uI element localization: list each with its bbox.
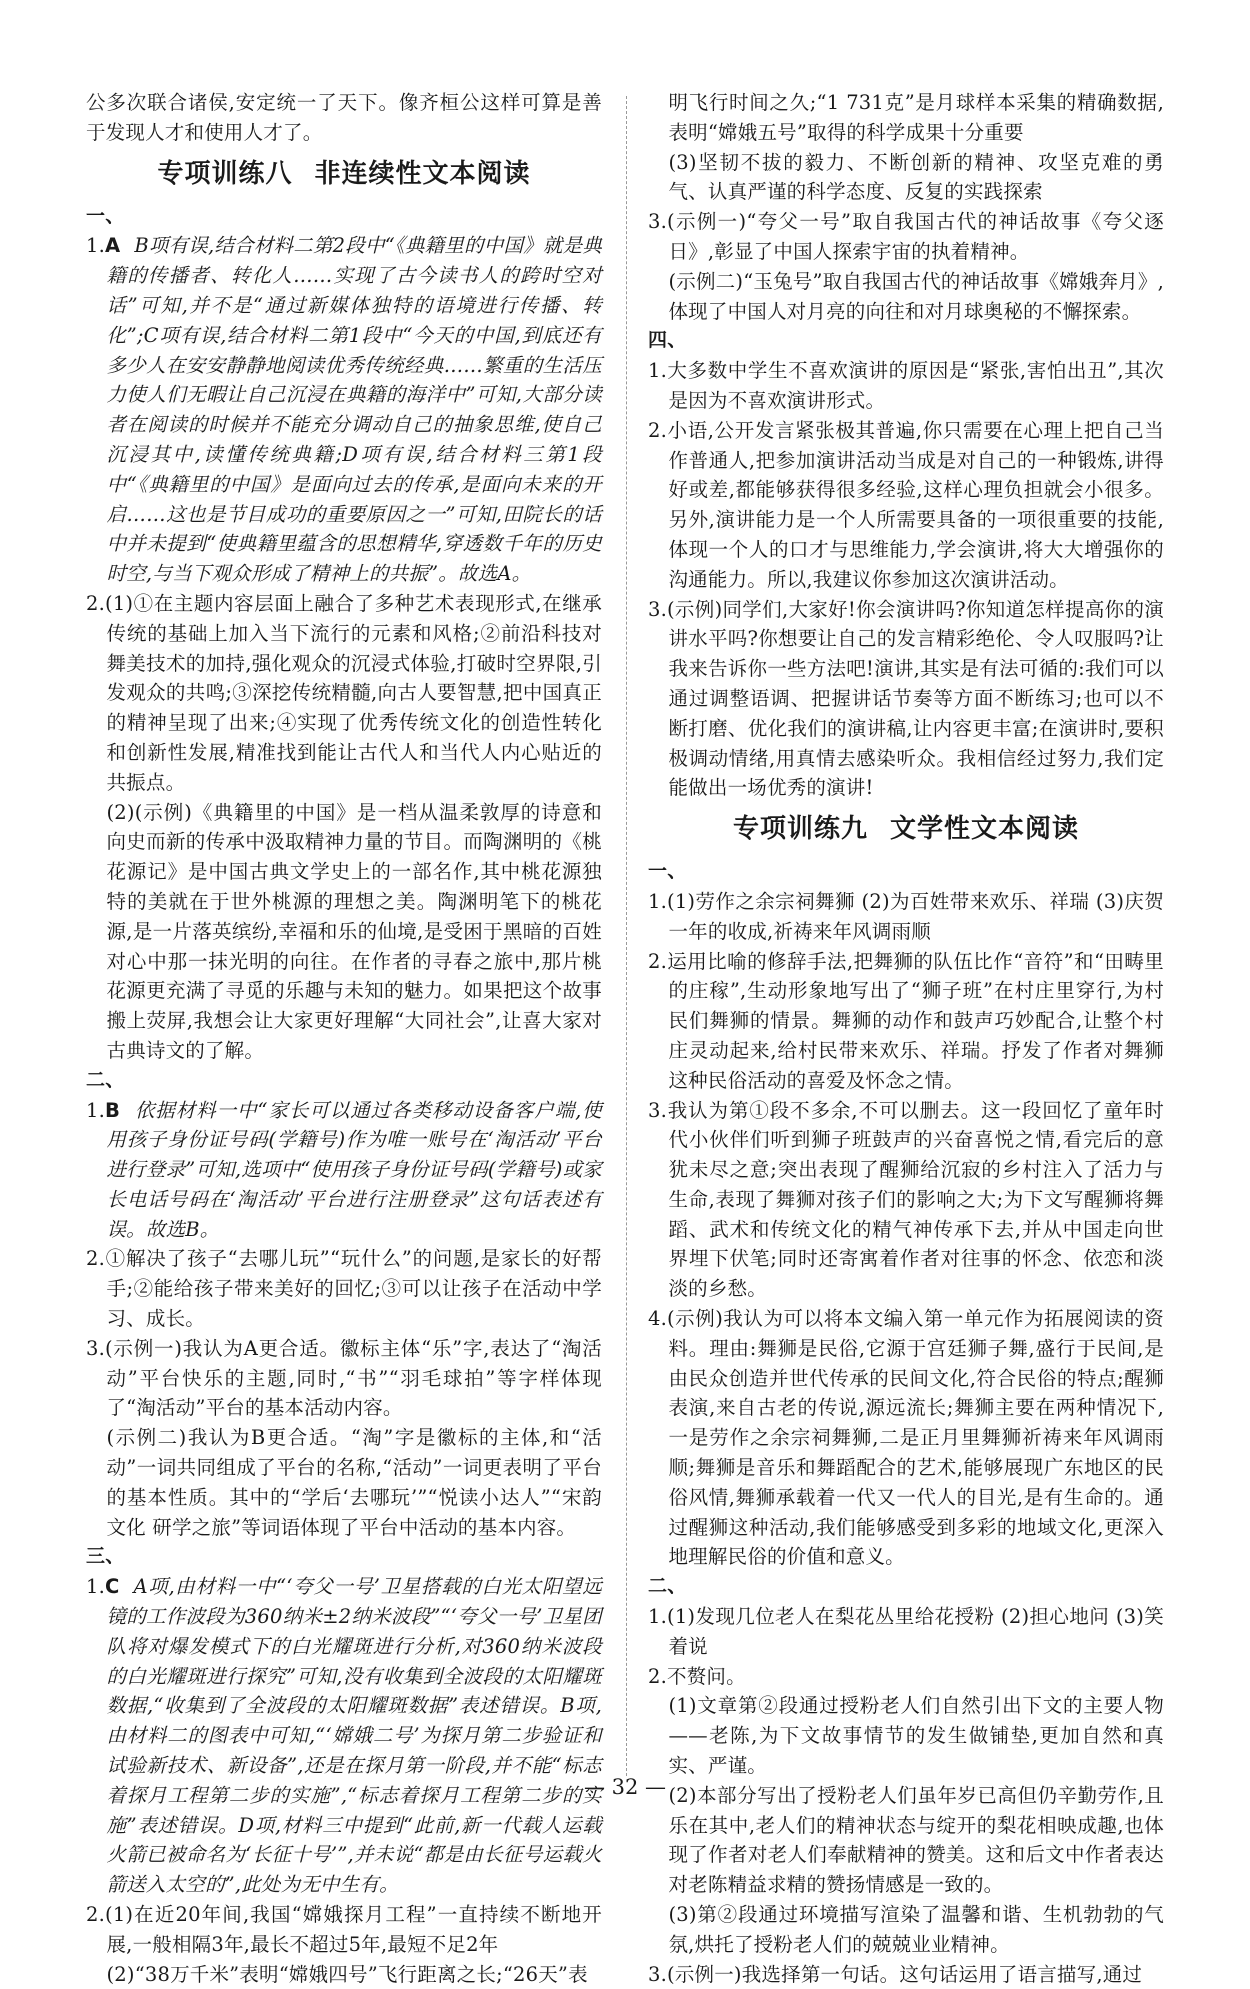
question-f1: 1.(1)发现几位老人在梨花丛里给花授粉 (2)担心地问 (3)笑着说 [648, 1605, 1164, 1658]
question-f2-part-2: (2)本部分写出了授粉老人们虽年岁已高但仍辛勤劳作,且乐在其中,老人们的精神状态与绽开的梨花相映成趣,也体现了作者对老人们奉献精神的赞美。这和后文中作者表达对老陈精益求精的赞扬情感是一致的。 [668, 1783, 1164, 1897]
question-number: 1. [86, 1575, 106, 1599]
question-c3-example-1: 3.(示例一)“夸父一号”取自我国古代的神话故事《夸父逐日》,彰显了中国人探索宇宙的执着精神。 [648, 210, 1164, 263]
question-c2-part-2: (2)“38万千米”表明“嫦娥四号”飞行距离之长;“26天”表 [106, 1962, 588, 1986]
answer-text: 依据材料一中“家长可以通过各类移动设备客户端,使用孩子身份证号码(学籍号)作为唯一账号在‘淘活动’平台进行登录”可知,选项中“使用孩子身份证号码(学籍号)或家长电话号码在‘淘活动’平台进行注册登录”这句话表述有误。故选B。 [106, 1098, 602, 1241]
question-b3-example-1: 3.(示例一)我认为A更合适。徽标主体“乐”字,表达了“淘活动”平台快乐的主题,同时,“书”“羽毛球拍”等字样体现了“淘活动”平台的基本活动内容。 [86, 1336, 602, 1420]
question-number: 1. [86, 1098, 106, 1122]
answer-text: B项有误,结合材料二第2段中“《典籍里的中国》就是典籍的传播者、转化人……实现了古今读书人的跨时空对话”可知,并不是“通过新媒体独特的语境进行传播、转化”;C项有误,结合材料二第1段中“今天的中国,到底还有多少人在安安静静地阅读优秀传统经典……繁重的生活压力使人们无暇让自己沉浸在典籍的海洋中”可知,大部分读者在阅读的时候并不能充分调动自己的抽象思维,使自己沉浸其中,读懂传统典籍;D项有误,结合材料三第1段中“《典籍里的中国》是面向过去的传承,是面向未来的开启……这也是节目成功的重要原因之一”可知,田院长的话中并未提到“使典籍里蕴含的思想精华,穿透数千年的历史时空,与当下观众形成了精神上的共振”。故选A。 [106, 234, 602, 586]
question-2-part-2: (2)(示例)《典籍里的中国》是一档从温柔敦厚的诗意和向史而新的传承中汲取精神力量的节目。而陶渊明的《桃花源记》是中国古典文学史上的一部名作,其中桃花源独特的美就在于世外桃源的理想之美。陶渊明笔下的桃花源,是一片落英缤纷,幸福和乐的仙境,是受困于黑暗的百姓对心中那一抹光明的向往。在作者的寻春之旅中,那片桃花源更充满了寻觅的乐趣与未知的魅力。如果把这个故事搬上荧屏,我想会让大家更好理解“大同社会”,让喜大家对古典诗文的了解。 [106, 800, 602, 1062]
part-heading-2: 二、 [86, 1068, 125, 1091]
question-f2-part-1: (1)文章第②段通过授粉老人们自然引出下文的主要人物——老陈,为下文故事情节的发生做铺垫,更加自然和真实、严谨。 [668, 1694, 1164, 1778]
section-title-8-label: 专项训练八 [157, 158, 293, 189]
part-heading-4: 四、 [648, 329, 687, 352]
left-column [86, 88, 602, 1989]
question-c3-example-2: (示例二)“玉兔号”取自我国古代的神话故事《嫦娥奔月》,体现了中国人对月亮的向往和对月球奥秘的不懈探索。 [668, 269, 1164, 323]
right-column [648, 88, 1164, 1989]
question-b2: 2.①解决了孩子“去哪儿玩”“玩什么”的问题,是家长的好帮手;②能给孩子带来美好的回忆;③可以让孩子在活动中学习、成长。 [86, 1247, 602, 1331]
question-number: 1. [86, 234, 106, 258]
section-title-9-text: 文学性文本阅读 [890, 814, 1080, 845]
question-d3: 3.(示例)同学们,大家好!你会演讲吗?你知道怎样提高你的演讲水平吗?你想要让自己的发言精彩绝伦、令人叹服吗?让我来告诉你一些方法吧!演讲,其实是有法可循的:我们可以通过调整语调、把握讲话节奏等方面不断练习;也可以不断打磨、优化我们的演讲稿,让内容更丰富;在演讲时,要积极调动情绪,用真情去感染听众。我相信经过努力,我们定能做出一场优秀的演讲! [648, 597, 1164, 800]
question-f2-part-3: (3)第②段通过环境描写渲染了温馨和谐、生机勃勃的气氛,烘托了授粉老人们的兢兢业业精神。 [668, 1903, 1164, 1956]
question-d2: 2.小语,公开发言紧张极其普遍,你只需要在心理上把自己当作普通人,把参加演讲活动当成是对自己的一种锻炼,讲得好或差,都能够获得很多经验,这样心理负担就会小很多。另外,演讲能力是一个人所需要具备的一项很重要的技能,体现一个人的口才与思维能力,学会演讲,将大大增强你的沟通能力。所以,我建议你参加这次演讲活动。 [648, 418, 1164, 591]
part-heading-3: 三、 [86, 1545, 125, 1568]
question-c2-part-2-cont: 明飞行时间之久;“1 731克”是月球样本采集的精确数据,表明“嫦娥五号”取得的科学成果十分重要 [668, 91, 1164, 144]
question-f2: 2.不赘问。 [648, 1664, 746, 1688]
question-e2: 2.运用比喻的修辞手法,把舞狮的队伍比作“音符”和“田畴里的庄稼”,生动形象地写出了“狮子班”在村庄里穿行,为村民们舞狮的情景。舞狮的动作和鼓声巧妙配合,让整个村庄灵动起来,给村民带来欢乐、祥瑞。抒发了作者对舞狮这种民俗活动的喜爱及怀念之情。 [648, 949, 1164, 1092]
question-f3: 3.(示例一)我选择第一句话。这句话运用了语言描写,通过 [648, 1962, 1143, 1986]
section-title-9-label: 专项训练九 [732, 814, 868, 845]
page-number: — 32 — [583, 1775, 667, 1799]
question-1 [86, 231, 602, 589]
question-c2-part-1: 2.(1)在近20年间,我国“嫦娥探月工程”一直持续不断地开展,一般相隔3年,最长不超过5年,最短不足2年 [86, 1903, 602, 1956]
part-heading-9-2: 二、 [648, 1575, 687, 1598]
question-e1: 1.(1)劳作之余宗祠舞狮 (2)为百姓带来欢乐、祥瑞 (3)庆贺一年的收成,祈祷来年风调雨顺 [648, 889, 1164, 943]
section-title-8 [86, 152, 602, 196]
answer-letter: C [105, 1575, 120, 1599]
question-b1 [86, 1096, 602, 1245]
part-heading-1: 一、 [86, 204, 125, 227]
question-2-part-1: 2.(1)①在主题内容层面上融合了多种艺术表现形式,在继承传统的基础上加入当下流行的元素和风格;②前沿科技对舞美技术的加持,强化观众的沉浸式体验,打破时空界限,引发观众的共鸣;③深挖传统精髓,向古人要智慧,把中国真正的精神呈现了出来;④实现了优秀传统文化的创造性转化和创新性发展,精准找到能让古代人和当代人内心贴近的共振点。 [86, 591, 602, 794]
question-c2-part-3: (3)坚韧不拔的毅力、不断创新的精神、攻坚克难的勇气、认真严谨的科学态度、反复的实践探索 [668, 150, 1164, 204]
question-b3-example-2: (示例二)我认为B更合适。“淘”字是徽标的主体,和“活动”一词共同组成了平台的名称,“活动”一词更表明了平台的基本性质。其中的“学后‘去哪玩’”“悦读小达人”“宋韵文化 研学之旅”等词语体现了平台中活动的基本内容。 [106, 1426, 602, 1539]
question-e3: 3.我认为第①段不多余,不可以删去。这一段回忆了童年时代小伙伴们听到狮子班鼓声的兴奋喜悦之情,看完后的意犹未尽之意;突出表现了醒狮给沉寂的乡村注入了活力与生命,表现了舞狮对孩子们的影响之大;为下文写醒狮将舞蹈、武术和传统文化的精气神传承下去,并从中国走向世界埋下伏笔;同时还寄寓着作者对往事的怀念、依恋和淡淡的乡愁。 [648, 1098, 1164, 1301]
answer-text: A项,由材料一中“‘夸父一号’卫星搭载的白光太阳望远镜的工作波段为360纳米±2纳米波段”“‘夸父一号’卫星团队将对爆发模式下的白光耀斑进行分析,对360纳米波段的白光耀斑进行探究”可知,没有收集到全波段的太阳耀斑数据,“收集到了全波段的太阳耀斑数据”表述错误。B项,由材料二的图表中可知,“‘嫦娥二号’为探月第二步验证和试验新技术、新设备”,还是在探月第一阶段,并不能“标志着探月工程第二步的实施”,“标志着探月工程第二步的实施”表述错误。D项,材料三中提到“此前,新一代载人运载火箭已被命名为‘长征十号’”,并未说“都是由长征号运载火箭送入太空的”,此处为无中生有。 [106, 1575, 602, 1897]
part-heading-9-1: 一、 [648, 860, 687, 883]
question-c1 [86, 1572, 602, 1900]
column-divider [626, 96, 627, 1776]
intro-paragraph: 公多次联合诸侯,安定统一了天下。像齐桓公这样可算是善于发现人才和使用人才了。 [86, 91, 602, 144]
section-title-9 [648, 807, 1164, 851]
question-d1: 1.大多数中学生不喜欢演讲的原因是“紧张,害怕出丑”,其次是因为不喜欢演讲形式。 [648, 359, 1164, 412]
answer-letter: B [105, 1098, 121, 1122]
question-e4: 4.(示例)我认为可以将本文编入第一单元作为拓展阅读的资料。理由:舞狮是民俗,它源于宫廷狮子舞,盛行于民间,是由民众创造并世代传承的民间文化,符合民俗的特点;醒狮表演,来自古老的传说,源远流长;舞狮主要在两种情况下,一是劳作之余宗祠舞狮,二是正月里舞狮祈祷来年风调雨顺;舞狮是音乐和舞蹈配合的艺术,能够展现广东地区的民俗风情,舞狮承载着一代又一代人的目光,是有生命的。通过醒狮这种活动,我们能够感受到多彩的地域文化,更深入地理解民俗的价值和意义。 [648, 1307, 1164, 1569]
answer-letter: A [105, 234, 121, 258]
section-title-8-text: 非连续性文本阅读 [314, 158, 531, 189]
